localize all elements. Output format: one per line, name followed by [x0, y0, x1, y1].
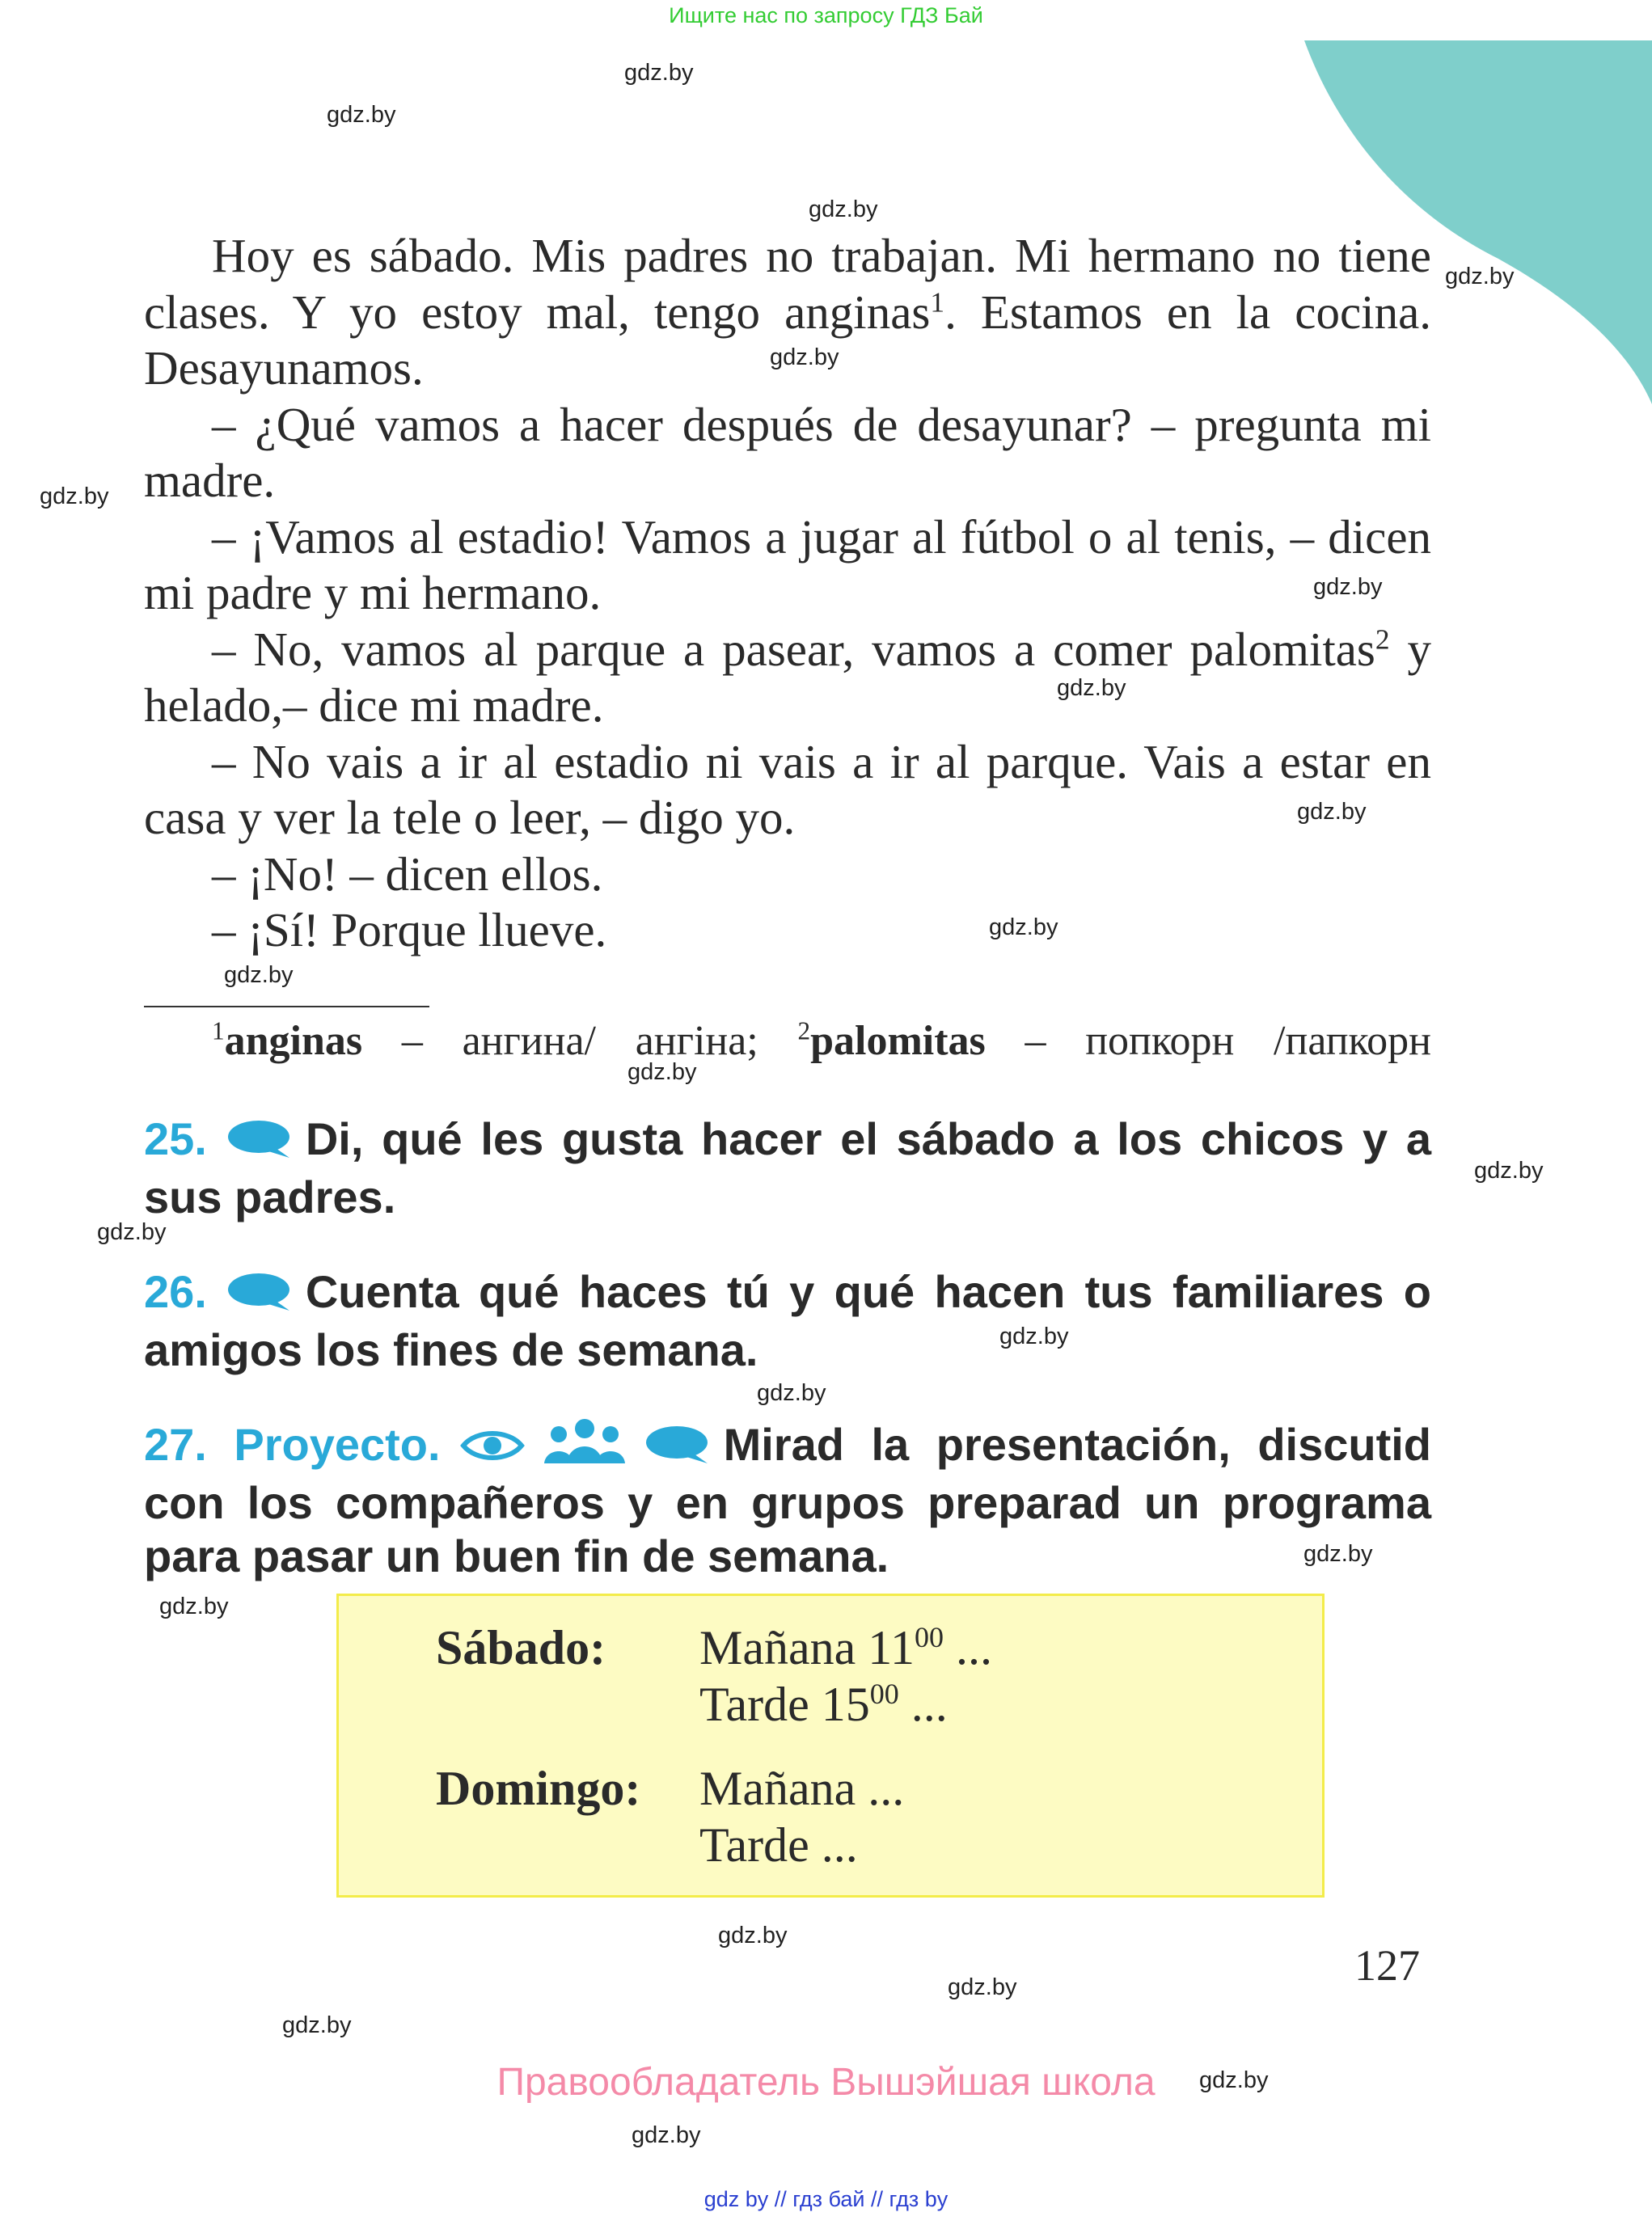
page-number: 127: [1354, 1941, 1420, 1990]
task-26: [144, 1265, 1431, 1377]
weekend-plan-box: [336, 1594, 1325, 1898]
watermark: gdz.by: [770, 344, 839, 370]
watermark: gdz.by: [1297, 799, 1367, 825]
sunday-label: Domingo:: [436, 1762, 641, 1815]
watermark: gdz.by: [224, 962, 294, 988]
task-text: Mirad la presentación, discutid con los compañeros y en grupos preparad un programa para pasar un buen fin de semana.: [144, 1419, 1431, 1581]
header-note: Ищите нас по запросу ГДЗ Бай: [669, 3, 983, 27]
watermark: gdz.by: [282, 2012, 352, 2038]
watermark: gdz.by: [809, 196, 878, 222]
speech-bubble-icon: [226, 1117, 294, 1171]
story-paragraph: – No vais a ir al estadio ni vais a ir al parque. Vais a estar en casa y ver la tele o leer, – digo yo.: [144, 734, 1431, 844]
watermark: gdz.by: [327, 102, 396, 128]
watermark: gdz.by: [1303, 1541, 1373, 1567]
saturday-afternoon: Tarde $15^{00}$ ...: [699, 1678, 948, 1731]
watermark: gdz.by: [40, 483, 109, 509]
watermark: gdz.by: [97, 1219, 167, 1245]
task-text: Di, qué les gusta hacer el sábado a los chicos y a sus padres.: [144, 1113, 1431, 1222]
rights-holder: Правообладатель Вышэйшая школа: [496, 2061, 1156, 2104]
watermark: gdz.by: [989, 914, 1058, 940]
saturday-morning: Mañana $11^{00}$ ...: [699, 1621, 993, 1674]
footnote-divider: [144, 1006, 429, 1007]
watermark: gdz.by: [1199, 2067, 1269, 2093]
task-27: [144, 1418, 1431, 1583]
story-paragraph: – No, vamos al parque a pasear, vamos a comer palomitas$^2$ y helado,– dice mi madre.: [144, 622, 1432, 732]
task-number: 27. Proyecto.: [144, 1419, 441, 1470]
watermark: gdz.by: [718, 1923, 788, 1948]
watermark: gdz.by: [999, 1324, 1069, 1349]
story-paragraph: – ¡Sí! Porque llueve.: [212, 903, 607, 956]
watermark: gdz.by: [1057, 675, 1126, 701]
watermark: gdz.by: [948, 1974, 1017, 2000]
story-paragraph: – ¡Vamos al estadio! Vamos a jugar al fútbol o al tenis, – dicen mi padre y mi hermano.: [144, 509, 1431, 619]
footnote: $^1$anginas – ангина/ ангіна; $^2$palomitas – попкорн /папкорн: [212, 1016, 1431, 1064]
watermark: gdz.by: [757, 1380, 826, 1406]
watermark: gdz.by: [624, 60, 694, 86]
sunday-afternoon: Tarde ...: [699, 1818, 858, 1872]
watermark: gdz.by: [632, 2122, 701, 2148]
sunday-morning: Mañana ...: [699, 1762, 905, 1815]
group-icon: [539, 1418, 630, 1476]
bottom-links[interactable]: gdz by // гдз бай // гдз by: [703, 2187, 949, 2211]
story-text: [144, 228, 1431, 959]
story-paragraph: – ¿Qué vamos a hacer después de desayunar? – pregunta mi madre.: [144, 397, 1431, 507]
watermark: gdz.by: [1445, 264, 1515, 289]
story-paragraph: – ¡No! – dicen ellos.: [212, 847, 603, 901]
speech-bubble-icon: [226, 1270, 294, 1324]
watermark: gdz.by: [1313, 574, 1383, 600]
watermark: gdz.by: [159, 1594, 229, 1619]
speech-bubble-icon: [644, 1423, 712, 1476]
eye-icon: [460, 1423, 525, 1476]
watermark: gdz.by: [1474, 1158, 1544, 1184]
task-25: [144, 1112, 1431, 1224]
watermark: gdz.by: [627, 1059, 697, 1085]
task-number: 25.: [144, 1113, 207, 1164]
saturday-label: Sábado:: [436, 1621, 606, 1674]
task-text: Cuenta qué haces tú y qué hacen tus familiares o amigos los fines de semana.: [144, 1266, 1431, 1375]
task-number: 26.: [144, 1266, 207, 1317]
story-paragraph: Hoy es sábado. Mis padres no trabajan. Mi hermano no tiene clases. Y yo estoy mal, tengo anginas$^1$. Estamos en la cocina. Desayunamos.: [144, 229, 1432, 395]
